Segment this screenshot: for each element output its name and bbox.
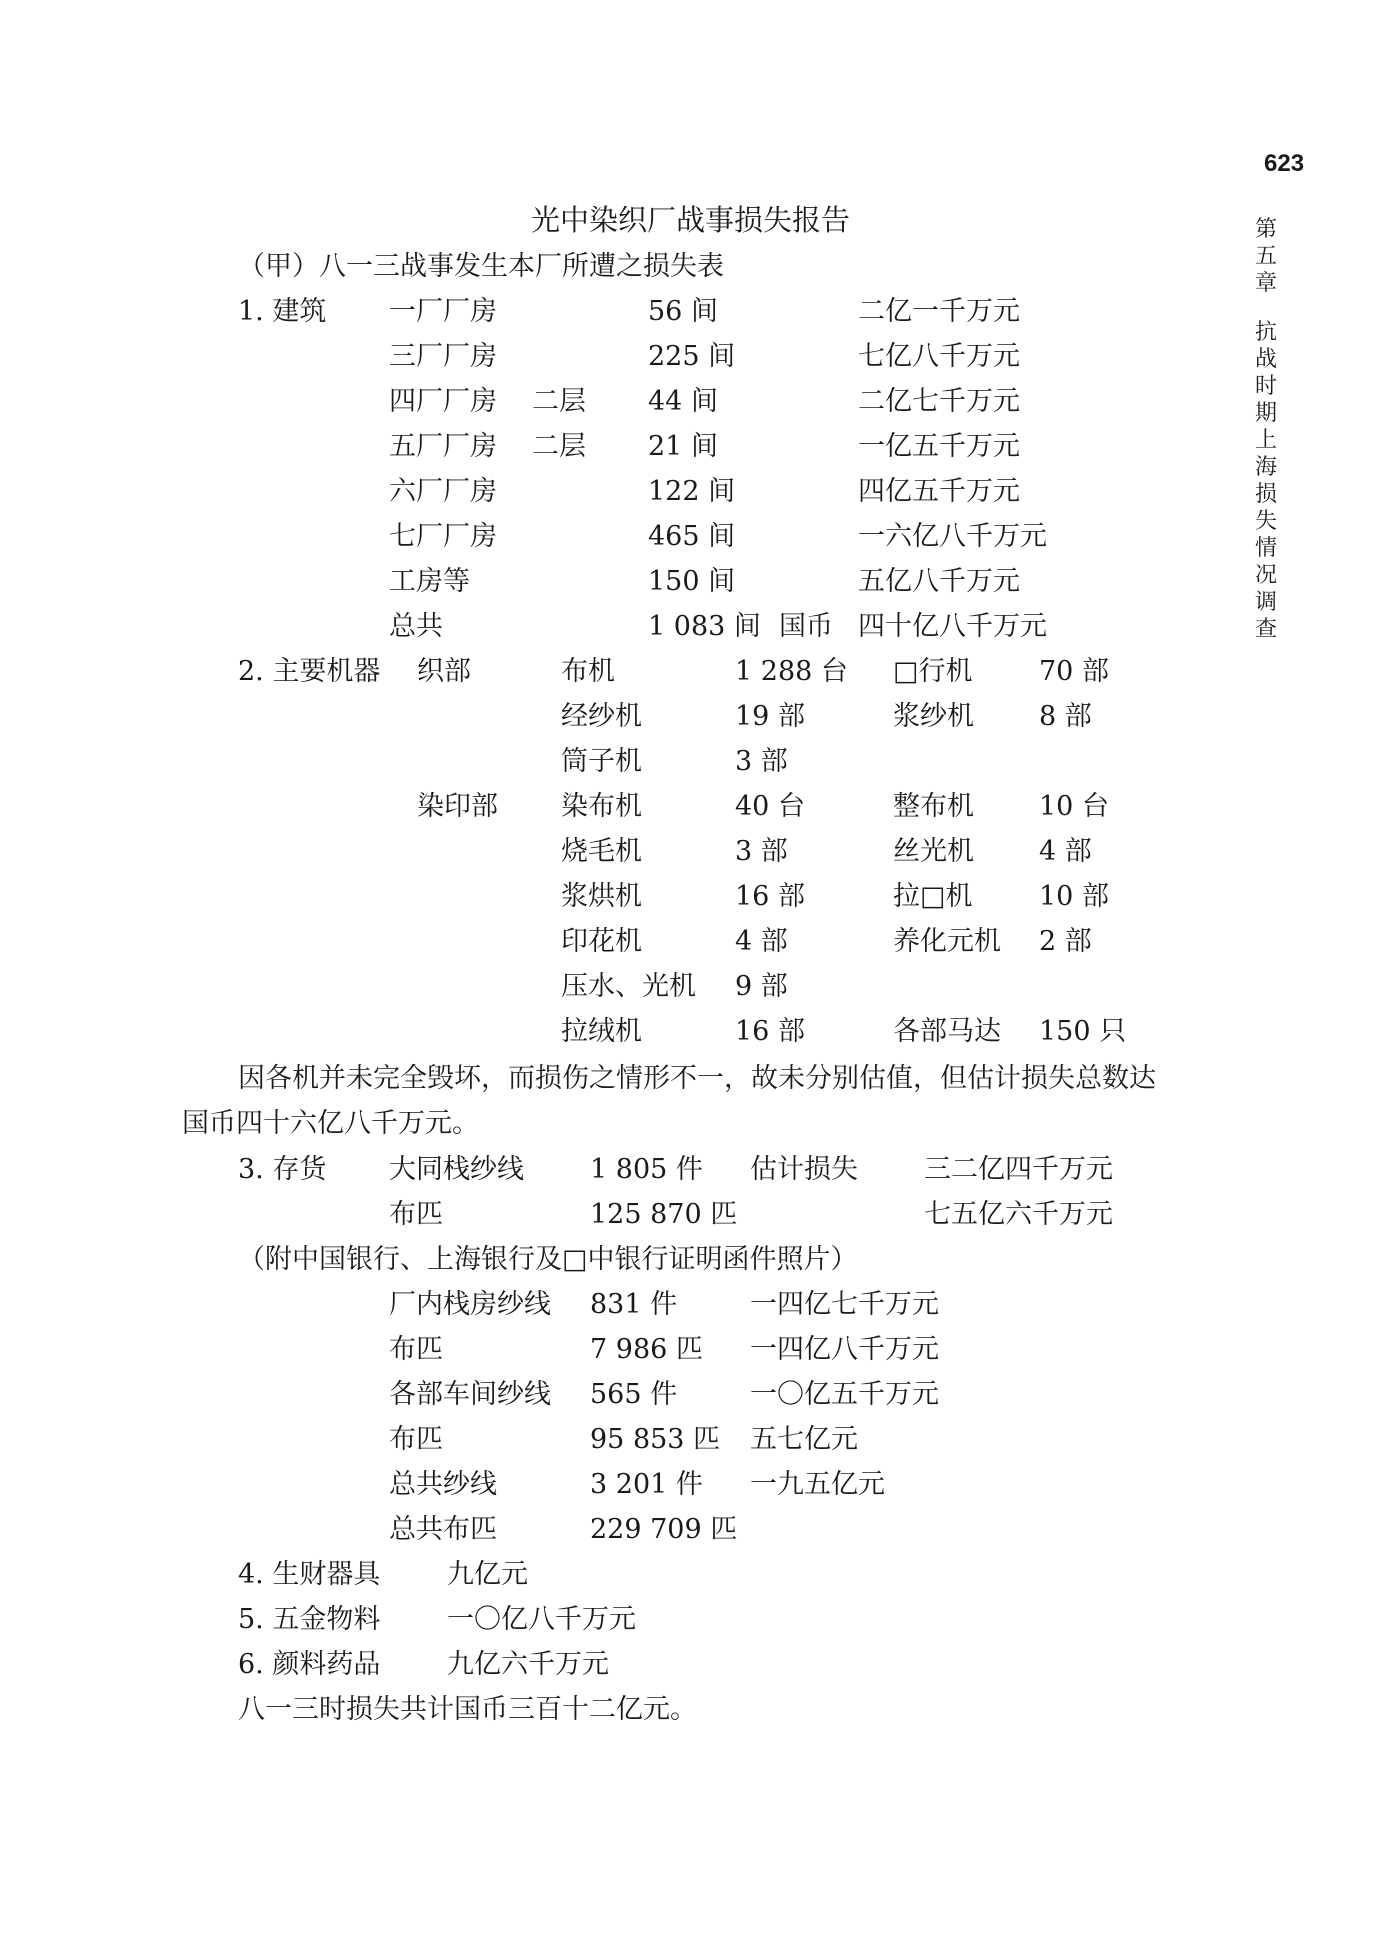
item3-label: 3. 存货 xyxy=(238,1154,327,1185)
running-head xyxy=(1252,216,1280,643)
weaving-dept-label: 织部 xyxy=(417,656,471,687)
page-number: 623 xyxy=(1264,150,1305,177)
dyeing-dept-label: 染印部 xyxy=(417,791,498,822)
section-heading: （甲）八一三战事发生本厂所遭之损失表 xyxy=(238,251,724,282)
page-title: 光中染织厂战事损失报告 xyxy=(531,203,851,237)
item2-label: 2. 主要机器 xyxy=(238,656,381,687)
running-head-subject: 抗战时期上海损失情况调查 xyxy=(1254,320,1277,642)
running-head-chapter: 第五章 xyxy=(1254,217,1277,296)
attachment-note: （附中国银行、上海银行及□中银行证明函件照片） xyxy=(238,1244,858,1275)
conclusion: 八一三时损失共计国币三百十二亿元。 xyxy=(238,1694,697,1725)
item1-label: 1. 建筑 xyxy=(238,296,327,327)
